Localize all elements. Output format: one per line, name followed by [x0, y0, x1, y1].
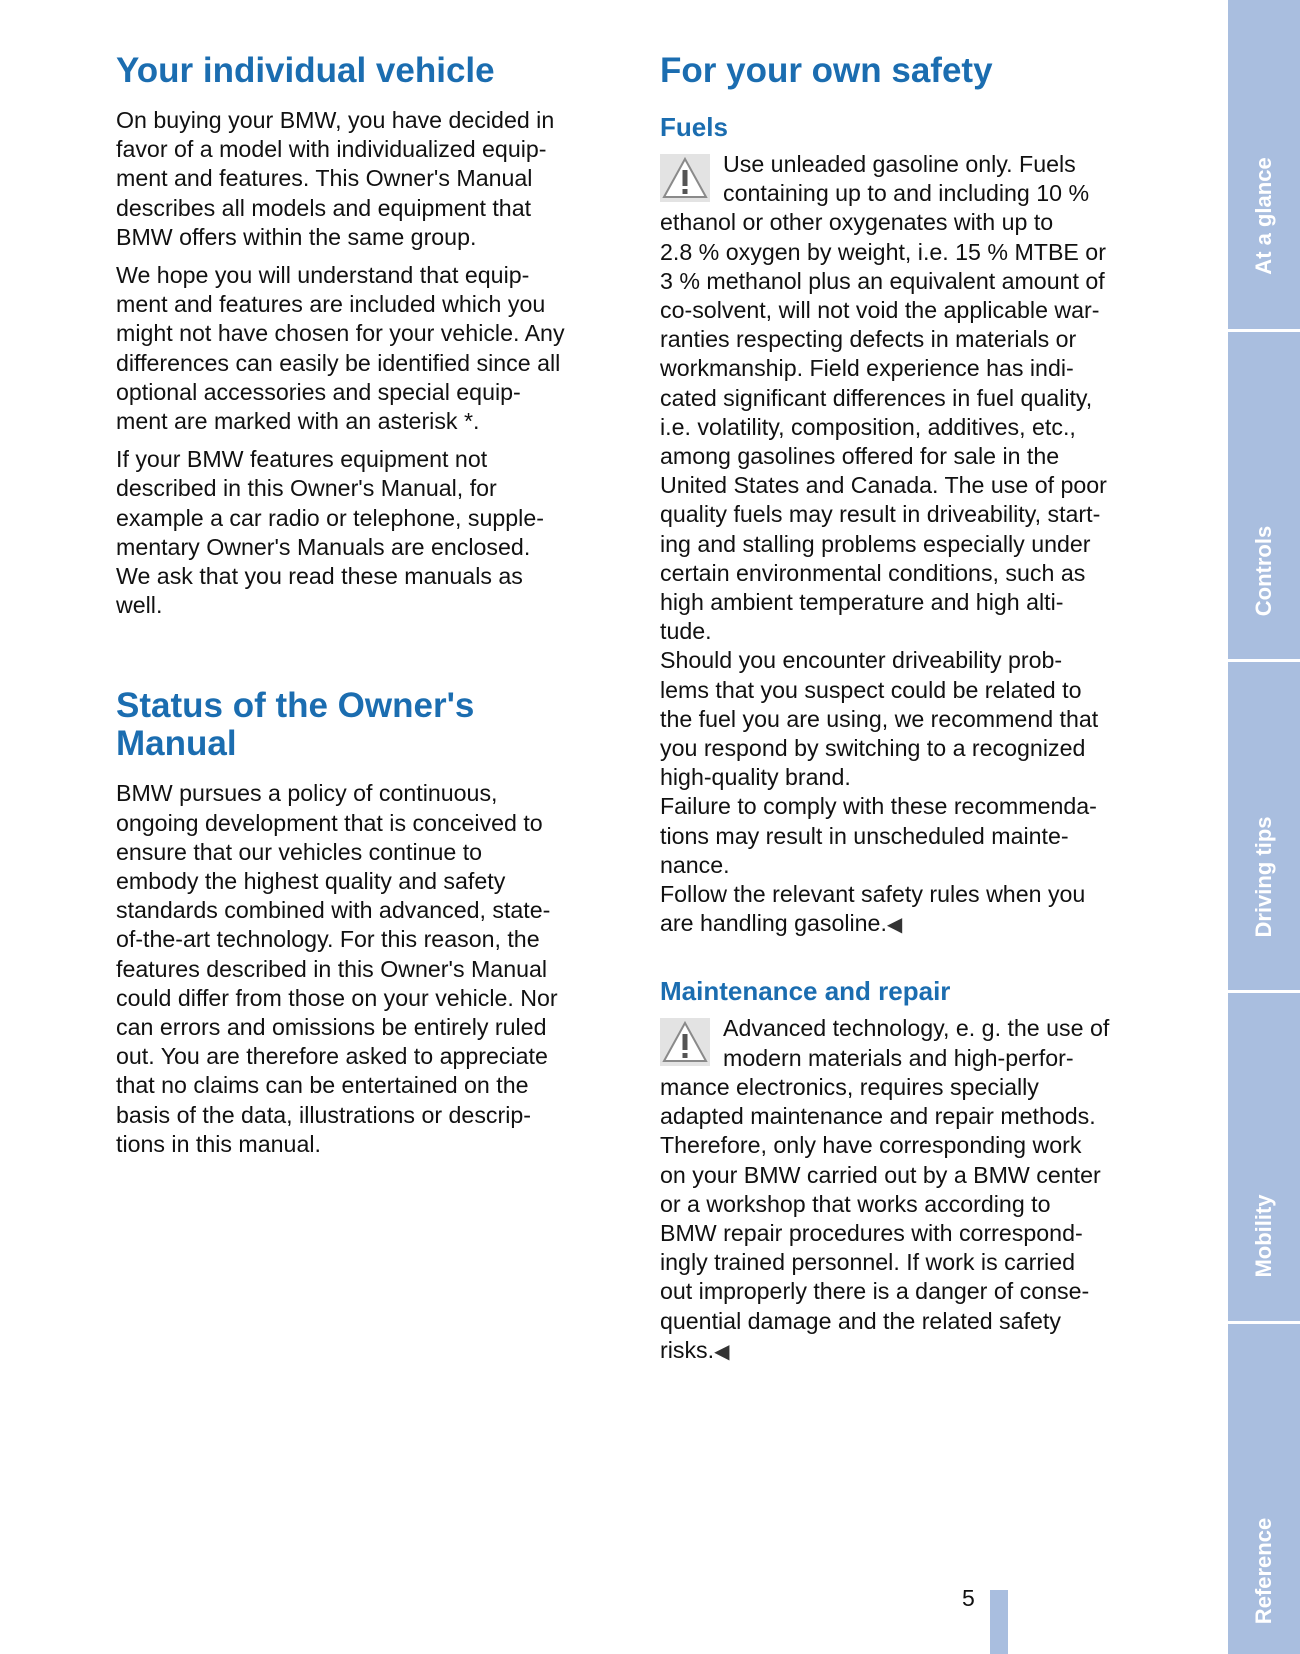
heading-own-safety: For your own safety: [660, 51, 993, 90]
maintenance-warning-text: mance electronics, requires specially adapted maintenance and repair methods. Therefore, only have corresponding work on your BMW carried out by a BMW center or a workshop that works according to BMW repair procedures with correspond- ingly trained personnel. If work is carried out improperly there is a danger of conse- quential damage and the related safety risks.: [660, 1073, 1101, 1363]
warning-triangle-icon: [660, 154, 710, 202]
paragraph-failure: Failure to comply with these recommenda- tions may result in unscheduled mainte- nance.: [660, 793, 1097, 878]
page-marker-bar: [990, 1590, 1008, 1654]
end-marker-icon: ◀: [714, 1340, 730, 1363]
paragraph-status: BMW pursues a policy of continuous, ongoing development that is conceived to ensure that our vehicles continue to embody the highest quality and safety standards combined with advanced, state- of-the-art technology. For this reason, the features described in this Owner's Manual could differ from those on your vehicle. Nor can errors and omissions be entirely ruled out. You are therefore asked to appreciate that no claims can be entertained on the basis of the data, illustrations or descrip- tions in this manual.: [116, 780, 558, 1157]
tab-label-mobility: Mobility: [1251, 1194, 1276, 1278]
maintenance-warning: [660, 1014, 1165, 1366]
tab-at-a-glance[interactable]: [1228, 0, 1300, 329]
right-column: [660, 52, 1165, 1367]
tab-label-at-a-glance: At a glance: [1251, 157, 1276, 275]
fuels-warning-body: ethanol or other oxygenates with up to 2.8 % oxygen by weight, i.e. 15 % MTBE or 3 % methanol plus an equivalent amount of co-solvent, will not void the applicable war- ranties respecting defects in materials or workmanship. Field experience has indi- cated significant differences in fuel quality, i.e. volatility, composition, additives, etc., among gasolines offered for sale in the United States and Canada. The use of poor quality fuels may result in driveability, start- ing and stalling problems especially under certain environmental conditions, such as high ambient temperature and high alti- tude.: [660, 209, 1107, 645]
tab-label-controls: Controls: [1251, 525, 1276, 617]
warning-triangle-icon: [660, 1018, 710, 1066]
subheading-maintenance: Maintenance and repair: [660, 976, 951, 1007]
safety-rules-text: Follow the relevant safety rules when you are handling gasoline.: [660, 881, 1086, 937]
tab-label-reference: Reference: [1251, 1517, 1276, 1625]
paragraph-buying: On buying your BMW, you have decided in favor of a model with individualized equip- ment and features. This Owner's Manual describes all models and equipment that BMW offers within the same group.: [116, 107, 555, 250]
chapter-tabs: [1228, 0, 1300, 1654]
tab-mobility[interactable]: [1228, 993, 1300, 1321]
heading-individual-vehicle: Your individual vehicle: [116, 51, 495, 90]
fuels-warning-intro: Use unleaded gasoline only. Fuels containing up to and including 10 %: [723, 151, 1090, 207]
tab-driving-tips[interactable]: [1228, 662, 1300, 990]
paragraph-equipment: We hope you will understand that equip- ment and features are included which you might not have chosen for your vehicle. Any differences can easily be identified since all optional accessories and special equip- ment are marked with an asterisk *.: [116, 262, 565, 435]
end-marker-icon: ◀: [886, 914, 903, 937]
maintenance-warning-body: [660, 1073, 1165, 1367]
paragraph-supplementary: If your BMW features equipment not described in this Owner's Manual, for example a car radio or telephone, supple- mentary Owner's Manuals are enclosed. We ask that you read these manuals as well.: [116, 446, 544, 619]
left-column: [116, 52, 626, 1168]
tab-label-driving-tips: Driving tips: [1251, 816, 1276, 938]
paragraph-driveability: Should you encounter driveability prob- lems that you suspect could be related to the fuel you are using, we recommend that you respond by switching to a recognized high-quality brand.: [660, 647, 1099, 791]
paragraph-safety-rules: [660, 880, 1165, 940]
fuels-warning: [660, 150, 1165, 646]
tab-reference[interactable]: [1228, 1324, 1300, 1654]
heading-status-manual: Status of the Owner's Manual: [116, 686, 475, 764]
tab-controls[interactable]: [1228, 332, 1300, 659]
page-number: 5: [962, 1585, 975, 1611]
maintenance-warning-intro: Advanced technology, e. g. the use of modern materials and high-perfor-: [723, 1015, 1110, 1071]
subheading-fuels: Fuels: [660, 112, 728, 142]
